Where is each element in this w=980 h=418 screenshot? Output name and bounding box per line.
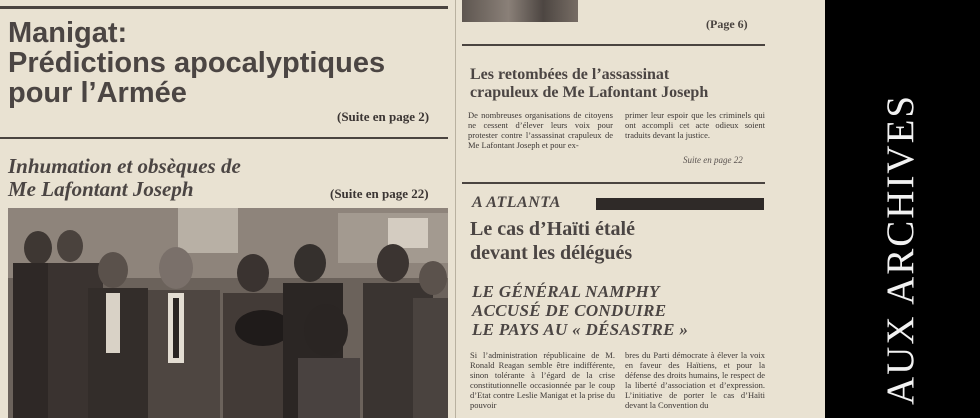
headline-inhumation — [8, 155, 328, 201]
rule-above-atlanta — [462, 182, 765, 184]
headline-line: Prédictions apocalyptiques — [8, 47, 386, 79]
article2-title-line: Le cas d’Haïti étalé — [470, 218, 635, 240]
top-rule-left — [0, 6, 448, 9]
funeral-photo-image — [8, 208, 448, 418]
article2-title-line: devant les délégués — [470, 242, 633, 264]
headline-line: Me Lafontant Joseph — [8, 177, 194, 201]
rule-under-headline1 — [0, 137, 448, 139]
article1-column2: primer leur espoir que les criminels qui ont accompli cet acte odieux soient traduits devant la justice. — [625, 110, 765, 140]
article1-column1: De nombreuses organisations de citoyens ne cessent d’élever leurs voix pour protester contre l’assassinat crapuleux de Me Lafontant Joseph et pour ex- — [468, 110, 613, 150]
article2-subtitle-line: ACCUSÉ DE CONDUIRE — [472, 301, 667, 320]
kicker-bar — [596, 198, 764, 210]
headline1-suite: (Suite en page 2) — [337, 109, 430, 124]
article2-column1: Si l’administration républicaine de M. Ronald Reagan semble être indifférente, sinon tolérante à l’égard de la crise constitutionnelle occasionnée par le coup d’Etat contre Leslie Manigat et la prise du pouvoir — [470, 350, 615, 410]
article2-subtitle-line: LE GÉNÉRAL NAMPHY — [472, 282, 660, 301]
funeral-photo — [8, 208, 448, 418]
article1-suite: Suite en page 22 — [683, 155, 743, 165]
headline-manigat — [8, 18, 448, 108]
article2-column2: bres du Parti démocrate à élever la voix en faveur des Haïtiens, et pour la défense des droits humains, le respect de la liberté d’association et d’expression. L’initiative de porter le cas d’Haïti devant la Convention du — [625, 350, 765, 410]
article2-subtitle-line: LE PAYS AU « DÉSASTRE » — [472, 320, 689, 339]
atlanta-kicker: A ATLANTA — [472, 194, 561, 211]
column-divider — [455, 0, 456, 418]
headline-line: pour l’Armée — [8, 77, 187, 109]
headline-line: Inhumation et obsèques de — [8, 154, 241, 178]
top-photo-strip — [462, 0, 578, 22]
article1-title-line: Les retombées de l’assassinat — [470, 66, 670, 83]
article2-title — [470, 217, 810, 265]
article2-subtitle — [472, 282, 812, 339]
headline2-suite: (Suite en page 22) — [330, 186, 429, 201]
archives-banner-text: AUX ARCHIVES — [879, 93, 922, 405]
page-reference: (Page 6) — [706, 17, 748, 31]
headline-line: Manigat: — [8, 17, 128, 49]
article1-title — [470, 66, 800, 102]
top-rule-right — [462, 44, 765, 46]
article1-title-line: crapuleux de Me Lafontant Joseph — [470, 84, 709, 101]
